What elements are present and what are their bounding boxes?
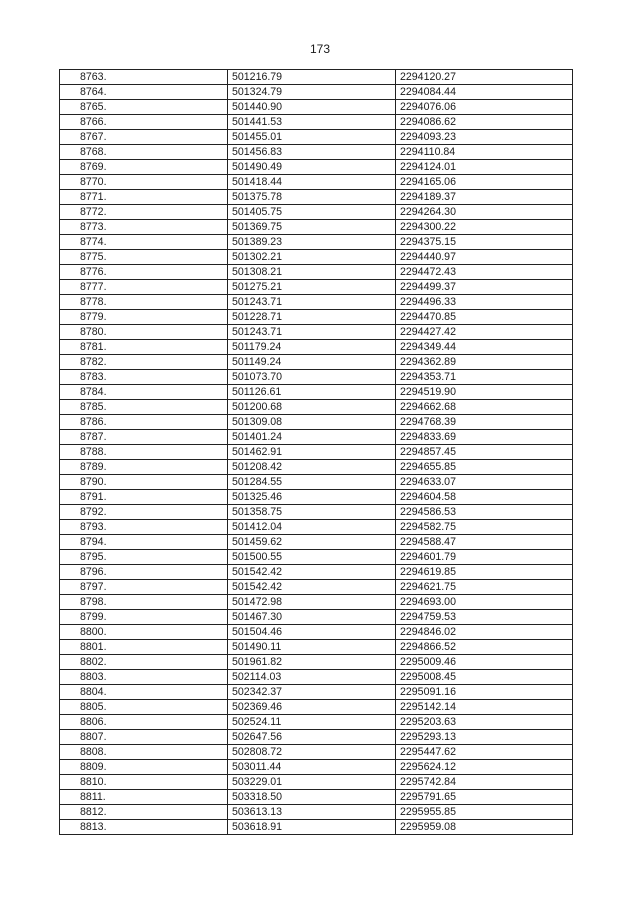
point-number-cell: 8776. — [60, 265, 228, 280]
table-row — [60, 130, 573, 145]
x-coordinate-cell: 501490.49 — [228, 160, 396, 175]
x-coordinate-cell: 501208.42 — [228, 460, 396, 475]
table-row — [60, 160, 573, 175]
y-coordinate-cell: 2294086.62 — [396, 115, 573, 130]
x-coordinate-cell: 501200.68 — [228, 400, 396, 415]
y-coordinate-cell: 2294076.06 — [396, 100, 573, 115]
y-coordinate-cell: 2294866.52 — [396, 640, 573, 655]
table-row — [60, 655, 573, 670]
table-row — [60, 535, 573, 550]
y-coordinate-cell: 2295203.63 — [396, 715, 573, 730]
table-row — [60, 775, 573, 790]
table-row — [60, 700, 573, 715]
x-coordinate-cell: 501440.90 — [228, 100, 396, 115]
point-number-cell: 8813. — [60, 820, 228, 835]
x-coordinate-cell: 501412.04 — [228, 520, 396, 535]
y-coordinate-cell: 2294120.27 — [396, 70, 573, 85]
y-coordinate-cell: 2294857.45 — [396, 445, 573, 460]
x-coordinate-cell: 501216.79 — [228, 70, 396, 85]
x-coordinate-cell: 501961.82 — [228, 655, 396, 670]
table-row — [60, 550, 573, 565]
point-number-cell: 8781. — [60, 340, 228, 355]
table-row — [60, 625, 573, 640]
x-coordinate-cell: 502369.46 — [228, 700, 396, 715]
point-number-cell: 8774. — [60, 235, 228, 250]
x-coordinate-cell: 501358.75 — [228, 505, 396, 520]
point-number-cell: 8779. — [60, 310, 228, 325]
point-number-cell: 8797. — [60, 580, 228, 595]
table-row — [60, 145, 573, 160]
x-coordinate-cell: 503318.50 — [228, 790, 396, 805]
table-row — [60, 490, 573, 505]
table-row — [60, 325, 573, 340]
point-number-cell: 8810. — [60, 775, 228, 790]
point-number-cell: 8789. — [60, 460, 228, 475]
table-row — [60, 715, 573, 730]
x-coordinate-cell: 502114.03 — [228, 670, 396, 685]
table-row — [60, 295, 573, 310]
y-coordinate-cell: 2295959.08 — [396, 820, 573, 835]
x-coordinate-cell: 501542.42 — [228, 580, 396, 595]
x-coordinate-cell: 501325.46 — [228, 490, 396, 505]
x-coordinate-cell: 502342.37 — [228, 685, 396, 700]
x-coordinate-cell: 503011.44 — [228, 760, 396, 775]
x-coordinate-cell: 501542.42 — [228, 565, 396, 580]
x-coordinate-cell: 501149.24 — [228, 355, 396, 370]
point-number-cell: 8803. — [60, 670, 228, 685]
x-coordinate-cell: 501308.21 — [228, 265, 396, 280]
y-coordinate-cell: 2294633.07 — [396, 475, 573, 490]
x-coordinate-cell: 501467.30 — [228, 610, 396, 625]
table-row — [60, 100, 573, 115]
table-row — [60, 595, 573, 610]
table-row — [60, 205, 573, 220]
y-coordinate-cell: 2294427.42 — [396, 325, 573, 340]
y-coordinate-cell: 2294768.39 — [396, 415, 573, 430]
y-coordinate-cell: 2294165.06 — [396, 175, 573, 190]
x-coordinate-cell: 503613.13 — [228, 805, 396, 820]
point-number-cell: 8800. — [60, 625, 228, 640]
table-row — [60, 385, 573, 400]
point-number-cell: 8769. — [60, 160, 228, 175]
point-number-cell: 8770. — [60, 175, 228, 190]
x-coordinate-cell: 501126.61 — [228, 385, 396, 400]
table-row — [60, 415, 573, 430]
point-number-cell: 8782. — [60, 355, 228, 370]
table-row — [60, 670, 573, 685]
x-coordinate-cell: 501462.91 — [228, 445, 396, 460]
x-coordinate-cell: 501472.98 — [228, 595, 396, 610]
point-number-cell: 8795. — [60, 550, 228, 565]
y-coordinate-cell: 2294833.69 — [396, 430, 573, 445]
x-coordinate-cell: 501275.21 — [228, 280, 396, 295]
y-coordinate-cell: 2294621.75 — [396, 580, 573, 595]
x-coordinate-cell: 501401.24 — [228, 430, 396, 445]
table-row — [60, 505, 573, 520]
point-number-cell: 8798. — [60, 595, 228, 610]
point-number-cell: 8808. — [60, 745, 228, 760]
x-coordinate-cell: 501375.78 — [228, 190, 396, 205]
point-number-cell: 8768. — [60, 145, 228, 160]
table-row — [60, 70, 573, 85]
table-row — [60, 85, 573, 100]
y-coordinate-cell: 2294846.02 — [396, 625, 573, 640]
y-coordinate-cell: 2295791.65 — [396, 790, 573, 805]
y-coordinate-cell: 2294110.84 — [396, 145, 573, 160]
point-number-cell: 8787. — [60, 430, 228, 445]
x-coordinate-cell: 502647.56 — [228, 730, 396, 745]
x-coordinate-cell: 501441.53 — [228, 115, 396, 130]
point-number-cell: 8805. — [60, 700, 228, 715]
table-row — [60, 355, 573, 370]
y-coordinate-cell: 2295142.14 — [396, 700, 573, 715]
table-body — [60, 70, 573, 835]
x-coordinate-cell: 501455.01 — [228, 130, 396, 145]
point-number-cell: 8775. — [60, 250, 228, 265]
y-coordinate-cell: 2294519.90 — [396, 385, 573, 400]
y-coordinate-cell: 2294693.00 — [396, 595, 573, 610]
y-coordinate-cell: 2294619.85 — [396, 565, 573, 580]
point-number-cell: 8767. — [60, 130, 228, 145]
y-coordinate-cell: 2294440.97 — [396, 250, 573, 265]
point-number-cell: 8783. — [60, 370, 228, 385]
y-coordinate-cell: 2294662.68 — [396, 400, 573, 415]
y-coordinate-cell: 2295091.16 — [396, 685, 573, 700]
table-row — [60, 790, 573, 805]
page-number: 173 — [309, 42, 331, 56]
x-coordinate-cell: 501459.62 — [228, 535, 396, 550]
y-coordinate-cell: 2295742.84 — [396, 775, 573, 790]
table-row — [60, 370, 573, 385]
point-number-cell: 8811. — [60, 790, 228, 805]
point-number-cell: 8812. — [60, 805, 228, 820]
x-coordinate-cell: 501228.71 — [228, 310, 396, 325]
point-number-cell: 8777. — [60, 280, 228, 295]
y-coordinate-cell: 2294264.30 — [396, 205, 573, 220]
x-coordinate-cell: 501500.55 — [228, 550, 396, 565]
x-coordinate-cell: 502524.11 — [228, 715, 396, 730]
y-coordinate-cell: 2295447.62 — [396, 745, 573, 760]
y-coordinate-cell: 2295009.46 — [396, 655, 573, 670]
table-row — [60, 190, 573, 205]
point-number-cell: 8765. — [60, 100, 228, 115]
table-row — [60, 400, 573, 415]
point-number-cell: 8772. — [60, 205, 228, 220]
x-coordinate-cell: 501456.83 — [228, 145, 396, 160]
y-coordinate-cell: 2295624.12 — [396, 760, 573, 775]
table-row — [60, 760, 573, 775]
y-coordinate-cell: 2294470.85 — [396, 310, 573, 325]
point-number-cell: 8806. — [60, 715, 228, 730]
table-row — [60, 310, 573, 325]
x-coordinate-cell: 503618.91 — [228, 820, 396, 835]
x-coordinate-cell: 501309.08 — [228, 415, 396, 430]
y-coordinate-cell: 2294759.53 — [396, 610, 573, 625]
point-number-cell: 8792. — [60, 505, 228, 520]
x-coordinate-cell: 501490.11 — [228, 640, 396, 655]
y-coordinate-cell: 2294586.53 — [396, 505, 573, 520]
point-number-cell: 8809. — [60, 760, 228, 775]
table-row — [60, 265, 573, 280]
x-coordinate-cell: 502808.72 — [228, 745, 396, 760]
y-coordinate-cell: 2294300.22 — [396, 220, 573, 235]
point-number-cell: 8773. — [60, 220, 228, 235]
x-coordinate-cell: 501405.75 — [228, 205, 396, 220]
y-coordinate-cell: 2294496.33 — [396, 295, 573, 310]
point-number-cell: 8764. — [60, 85, 228, 100]
y-coordinate-cell: 2294084.44 — [396, 85, 573, 100]
x-coordinate-cell: 501369.75 — [228, 220, 396, 235]
y-coordinate-cell: 2294601.79 — [396, 550, 573, 565]
y-coordinate-cell: 2294189.37 — [396, 190, 573, 205]
table-row — [60, 250, 573, 265]
point-number-cell: 8799. — [60, 610, 228, 625]
table-row — [60, 340, 573, 355]
point-number-cell: 8802. — [60, 655, 228, 670]
table-row — [60, 730, 573, 745]
table-row — [60, 430, 573, 445]
table-row — [60, 805, 573, 820]
x-coordinate-cell: 501179.24 — [228, 340, 396, 355]
y-coordinate-cell: 2294375.15 — [396, 235, 573, 250]
x-coordinate-cell: 501418.44 — [228, 175, 396, 190]
y-coordinate-cell: 2295008.45 — [396, 670, 573, 685]
table-row — [60, 475, 573, 490]
x-coordinate-cell: 503229.01 — [228, 775, 396, 790]
x-coordinate-cell: 501073.70 — [228, 370, 396, 385]
y-coordinate-cell: 2294655.85 — [396, 460, 573, 475]
point-number-cell: 8763. — [60, 70, 228, 85]
table-row — [60, 280, 573, 295]
point-number-cell: 8778. — [60, 295, 228, 310]
x-coordinate-cell: 501389.23 — [228, 235, 396, 250]
y-coordinate-cell: 2294588.47 — [396, 535, 573, 550]
x-coordinate-cell: 501243.71 — [228, 325, 396, 340]
point-number-cell: 8771. — [60, 190, 228, 205]
point-number-cell: 8807. — [60, 730, 228, 745]
table-row — [60, 235, 573, 250]
x-coordinate-cell: 501284.55 — [228, 475, 396, 490]
table-row — [60, 220, 573, 235]
point-number-cell: 8801. — [60, 640, 228, 655]
point-number-cell: 8780. — [60, 325, 228, 340]
x-coordinate-cell: 501243.71 — [228, 295, 396, 310]
point-number-cell: 8796. — [60, 565, 228, 580]
y-coordinate-cell: 2295293.13 — [396, 730, 573, 745]
y-coordinate-cell: 2294582.75 — [396, 520, 573, 535]
table-row — [60, 580, 573, 595]
point-number-cell: 8766. — [60, 115, 228, 130]
point-number-cell: 8794. — [60, 535, 228, 550]
x-coordinate-cell: 501302.21 — [228, 250, 396, 265]
table-row — [60, 685, 573, 700]
point-number-cell: 8785. — [60, 400, 228, 415]
y-coordinate-cell: 2294349.44 — [396, 340, 573, 355]
table-row — [60, 460, 573, 475]
point-number-cell: 8788. — [60, 445, 228, 460]
x-coordinate-cell: 501504.46 — [228, 625, 396, 640]
table-row — [60, 610, 573, 625]
point-number-cell: 8791. — [60, 490, 228, 505]
point-number-cell: 8784. — [60, 385, 228, 400]
table-row — [60, 640, 573, 655]
table-row — [60, 445, 573, 460]
y-coordinate-cell: 2294124.01 — [396, 160, 573, 175]
y-coordinate-cell: 2294604.58 — [396, 490, 573, 505]
y-coordinate-cell: 2294472.43 — [396, 265, 573, 280]
y-coordinate-cell: 2294353.71 — [396, 370, 573, 385]
table-row — [60, 745, 573, 760]
point-number-cell: 8793. — [60, 520, 228, 535]
y-coordinate-cell: 2294499.37 — [396, 280, 573, 295]
point-number-cell: 8804. — [60, 685, 228, 700]
point-number-cell: 8790. — [60, 475, 228, 490]
table-row — [60, 175, 573, 190]
y-coordinate-cell: 2294362.89 — [396, 355, 573, 370]
coordinates-table — [59, 69, 573, 835]
table-row — [60, 565, 573, 580]
table-row — [60, 115, 573, 130]
y-coordinate-cell: 2295955.85 — [396, 805, 573, 820]
table-row — [60, 820, 573, 835]
point-number-cell: 8786. — [60, 415, 228, 430]
x-coordinate-cell: 501324.79 — [228, 85, 396, 100]
y-coordinate-cell: 2294093.23 — [396, 130, 573, 145]
table-row — [60, 520, 573, 535]
